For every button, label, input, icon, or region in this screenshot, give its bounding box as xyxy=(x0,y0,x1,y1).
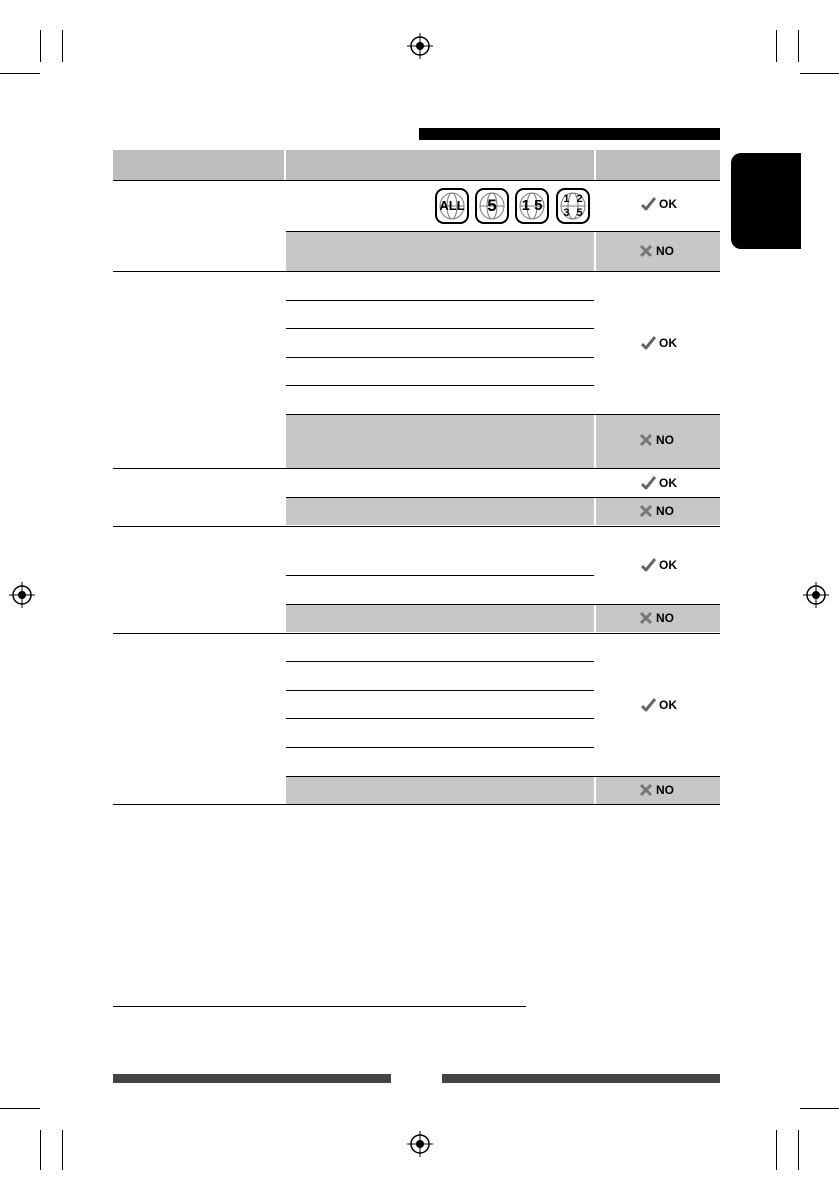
row-divider xyxy=(286,575,594,576)
check-icon xyxy=(641,698,656,712)
row-divider xyxy=(286,357,594,358)
header-cell-type xyxy=(113,150,284,180)
ok-badge: OK xyxy=(641,197,677,211)
footer-bar-left xyxy=(113,1074,391,1083)
row-divider xyxy=(286,718,594,719)
ok-badge: OK xyxy=(641,558,677,572)
region-1-2-3-5-icon: 1 2 3 5 xyxy=(556,188,590,224)
no-badge: NO xyxy=(639,433,674,447)
row-divider xyxy=(286,328,594,329)
cross-icon xyxy=(639,244,653,258)
ok-badge: OK xyxy=(641,336,677,350)
region-all-icon: ALL xyxy=(435,188,469,224)
header-cell-playable xyxy=(596,150,720,180)
registration-mark-icon xyxy=(406,1130,434,1158)
language-side-tab xyxy=(731,153,801,249)
no-badge: NO xyxy=(639,504,674,518)
no-row-format-cell xyxy=(286,604,594,632)
header-cell-format xyxy=(286,150,594,180)
cross-icon xyxy=(639,783,653,797)
no-badge: NO xyxy=(639,783,674,797)
region-5-icon: 5 xyxy=(475,188,509,224)
no-badge: NO xyxy=(639,611,674,625)
footnote-divider xyxy=(113,1006,526,1007)
no-row-format-cell xyxy=(286,776,594,804)
row-divider xyxy=(286,747,594,748)
group-divider xyxy=(113,180,720,181)
row-divider xyxy=(286,231,720,232)
row-divider xyxy=(286,497,720,498)
check-icon xyxy=(641,558,656,572)
no-row-format-cell xyxy=(286,414,594,468)
row-divider xyxy=(286,661,594,662)
row-divider xyxy=(286,604,720,605)
check-icon xyxy=(641,476,656,490)
no-row-format-cell xyxy=(286,231,594,271)
ok-badge: OK xyxy=(641,476,677,490)
registration-mark-icon xyxy=(406,32,434,60)
section-title-bar xyxy=(419,128,720,140)
group-divider xyxy=(113,526,720,527)
group-divider xyxy=(113,271,720,272)
check-icon xyxy=(641,336,656,350)
ok-badge: OK xyxy=(641,698,677,712)
cross-icon xyxy=(639,504,653,518)
no-row-format-cell xyxy=(286,497,594,525)
registration-mark-icon xyxy=(802,581,830,609)
row-divider xyxy=(286,690,594,691)
registration-mark-icon xyxy=(8,581,36,609)
group-divider xyxy=(113,804,720,805)
region-1-5-icon: 1 5 xyxy=(515,188,549,224)
row-divider xyxy=(286,776,720,777)
group-divider xyxy=(113,633,720,634)
row-divider xyxy=(286,385,594,386)
group-divider xyxy=(113,468,720,469)
footer-bar-right xyxy=(442,1074,720,1083)
row-divider xyxy=(286,300,594,301)
cross-icon xyxy=(639,611,653,625)
check-icon xyxy=(641,197,656,211)
row-divider xyxy=(286,414,720,415)
cross-icon xyxy=(639,433,653,447)
no-badge: NO xyxy=(639,244,674,258)
